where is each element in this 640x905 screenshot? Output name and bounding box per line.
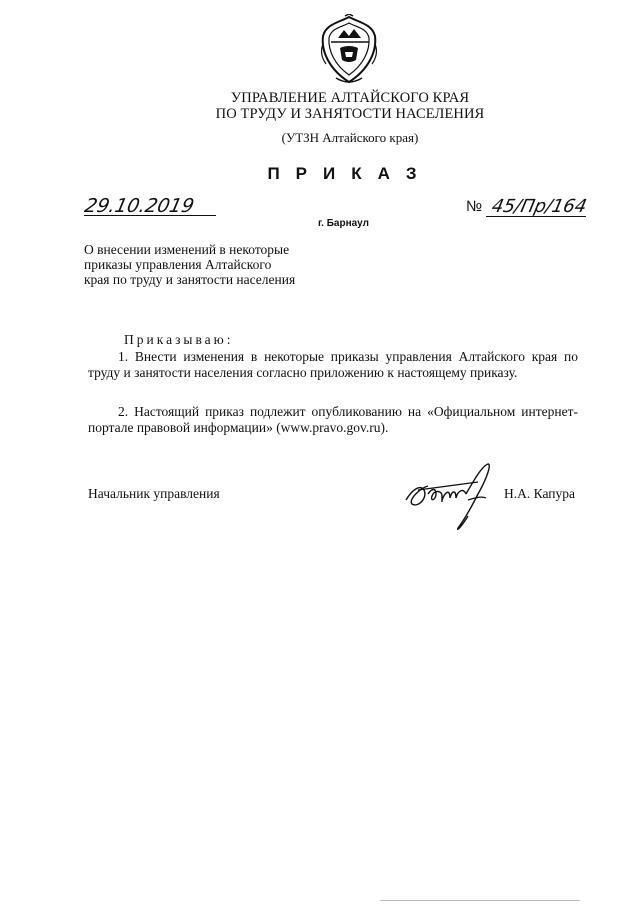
number-sign: № [466, 198, 483, 215]
handwritten-signature-icon [398, 460, 498, 534]
org-name-line-1: УПРАВЛЕНИЕ АЛТАЙСКОГО КРАЯ [230, 90, 470, 106]
org-name-line-2: ПО ТРУДУ И ЗАНЯТОСТИ НАСЕЛЕНИЯ [215, 106, 485, 122]
signatory-position: Начальник управления [88, 486, 220, 501]
org-abbreviation: (УТЗН Алтайского края) [281, 130, 419, 145]
handwritten-date [84, 192, 216, 222]
subject-line-2: приказы управления Алтайского [84, 257, 272, 272]
number-underline [486, 216, 586, 217]
subject-line-3: края по труду и занятости населения [84, 272, 296, 287]
footer-divider [380, 900, 580, 901]
city-label: г. Барнаул [318, 218, 369, 229]
document-type-title: ПРИКАЗ [267, 164, 433, 183]
order-item-1: 1. Внести изменения в некоторые приказы управления Алтайского края по труду и занятости населения согласно приложению к настоящему приказу. [88, 349, 578, 380]
coat-of-arms-icon [318, 14, 380, 86]
signatory-name: Н.А. Капура [504, 486, 575, 501]
order-item-2: 2. Настоящий приказ подлежит опубликованию на «Официальном интернет-портале правовой информации» (www.pravo.gov.ru). [88, 404, 578, 435]
date-underline [84, 215, 216, 216]
svg-text:29.10.2019: 29.10.2019 [84, 194, 197, 217]
order-word: Приказываю: [124, 332, 234, 347]
subject-line-1: О внесении изменений в некоторые [84, 242, 290, 257]
svg-text:45/Пр/164: 45/Пр/164 [489, 196, 589, 217]
document-subject [84, 242, 330, 287]
